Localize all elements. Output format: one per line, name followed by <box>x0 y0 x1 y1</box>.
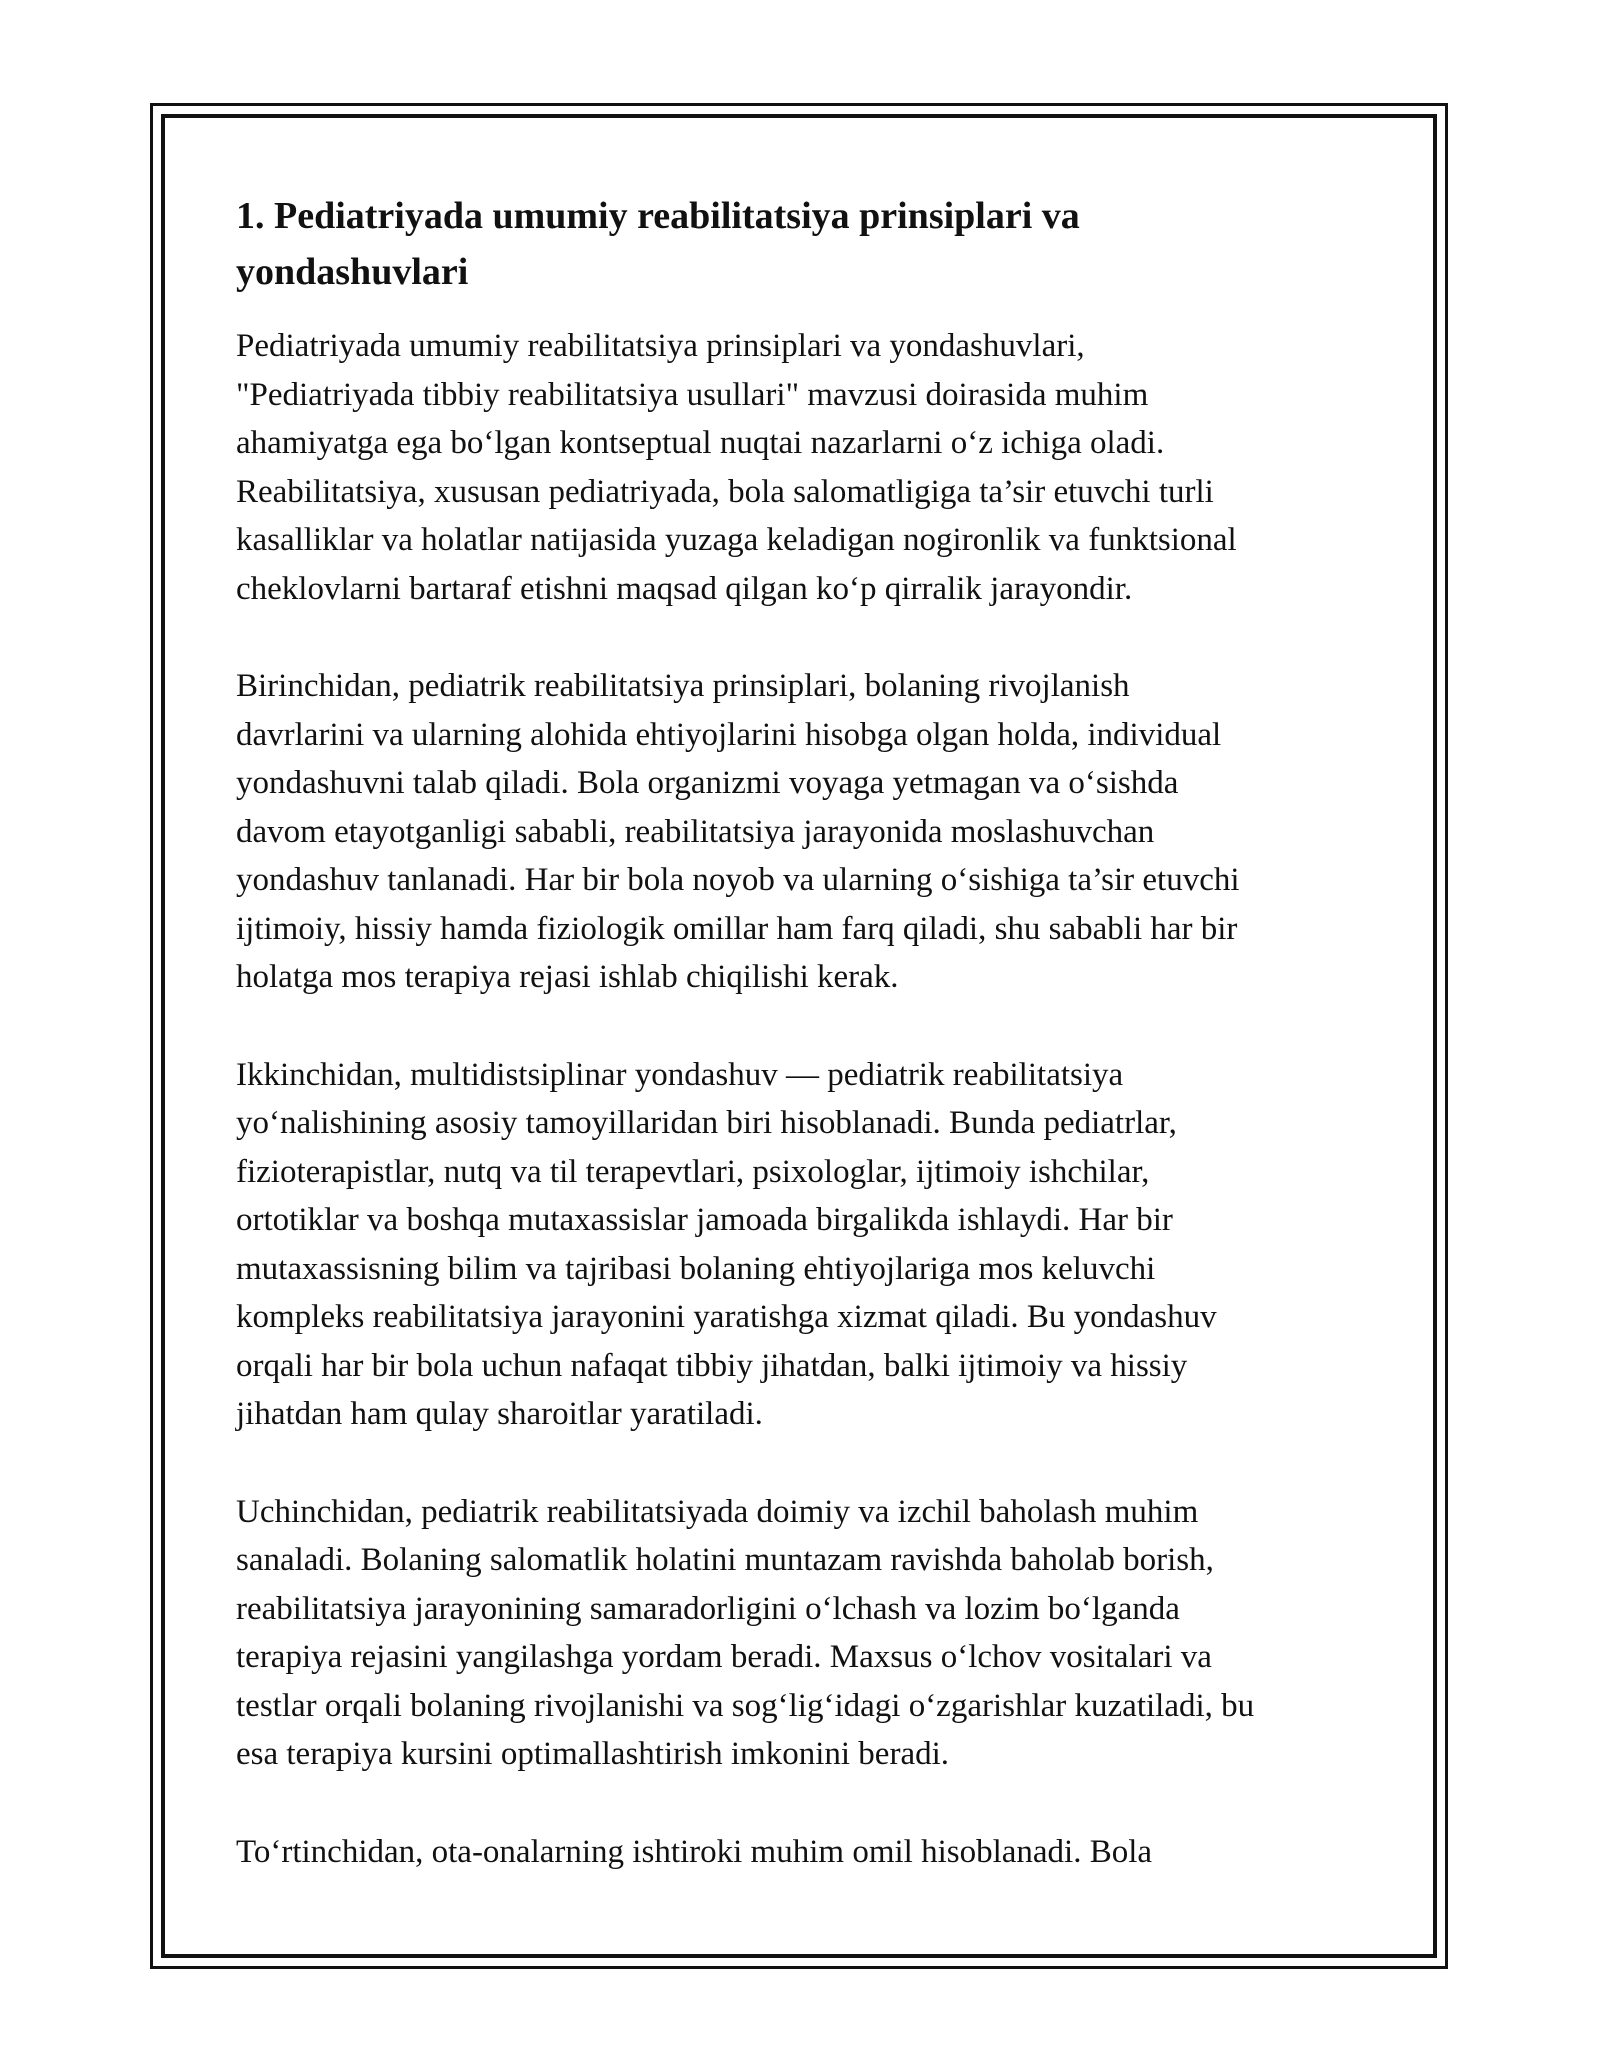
text-line: terapiya rejasini yangilashga yordam beradi. Maxsus o‘lchov vositalari va <box>236 1639 1212 1675</box>
document-body <box>236 188 1366 1876</box>
paragraph-intro <box>236 322 1366 613</box>
text-line: ahamiyatga ega bo‘lgan kontseptual nuqtai nazarlarni o‘z ichiga oladi. <box>236 425 1165 461</box>
text-line: cheklovlarni bartaraf etishni maqsad qilgan ko‘p qirralik jarayondir. <box>236 570 1133 607</box>
section-heading <box>236 188 1366 300</box>
text-line: To‘rtinchidan, ota-onalarning ishtiroki muhim omil hisoblanadi. Bola <box>236 1833 1153 1870</box>
text-line: ortotiklar va boshqa mutaxassislar jamoada birgalikda ishlaydi. Har bir <box>236 1202 1173 1238</box>
text-line: fizioterapistlar, nutq va til terapevtlari, psixologlar, ijtimoiy ishchilar, <box>236 1153 1150 1190</box>
text-line: davom etayotganligi sababli, reabilitatsiya jarayonida moslashuvchan <box>236 813 1155 850</box>
text-line: davrlarini va ularning alohida ehtiyojlarini hisobga olgan holda, individual <box>236 716 1222 753</box>
text-line: mutaxassisning bilim va tajribasi bolaning ehtiyojlariga mos keluvchi <box>236 1250 1156 1287</box>
text-line: yo‘nalishining asosiy tamoyillaridan biri hisoblanadi. Bunda pediatrlar, <box>236 1105 1177 1141</box>
paragraph-first <box>236 662 1366 1002</box>
text-line: Reabilitatsiya, xususan pediatriyada, bola salomatligiga ta’sir etuvchi turli <box>236 473 1214 510</box>
text-line: testlar orqali bolaning rivojlanishi va sog‘lig‘idagi o‘zgarishlar kuzatiladi, bu <box>236 1687 1255 1724</box>
text-line: orqali har bir bola uchun nafaqat tibbiy jihatdan, balki ijtimoiy va hissiy <box>236 1347 1188 1384</box>
text-line: reabilitatsiya jarayonining samaradorligini o‘lchash va lozim bo‘lganda <box>236 1590 1180 1627</box>
heading-line: yondashuvlari <box>236 251 469 293</box>
text-line: yondashuvni talab qiladi. Bola organizmi voyaga yetmagan va o‘sishda <box>236 765 1179 801</box>
text-line: Uchinchidan, pediatrik reabilitatsiyada doimiy va izchil baholash muhim <box>236 1493 1199 1530</box>
text-line: Pediatriyada umumiy reabilitatsiya prinsiplari va yondashuvlari, <box>236 328 1085 364</box>
text-line: Ikkinchidan, multidistsiplinar yondashuv — pediatrik reabilitatsiya <box>236 1056 1124 1093</box>
text-line: kasalliklar va holatlar natijasida yuzaga keladigan nogironlik va funktsional <box>236 522 1237 558</box>
text-line: kompleks reabilitatsiya jarayonini yaratishga xizmat qiladi. Bu yondashuv <box>236 1299 1217 1335</box>
text-line: "Pediatriyada tibbiy reabilitatsiya usullari" mavzusi doirasida muhim <box>236 376 1149 413</box>
paragraph-fourth <box>236 1828 1366 1877</box>
text-line: yondashuv tanlanadi. Har bir bola noyob va ularning o‘sishiga ta’sir etuvchi <box>236 862 1240 898</box>
text-line: sanaladi. Bolaning salomatlik holatini muntazam ravishda baholab borish, <box>236 1542 1214 1578</box>
text-line: ijtimoiy, hissiy hamda fiziologik omillar ham farq qiladi, shu sababli har bir <box>236 910 1238 947</box>
text-line: Birinchidan, pediatrik reabilitatsiya prinsiplari, bolaning rivojlanish <box>236 668 1130 704</box>
text-line: holatga mos terapiya rejasi ishlab chiqilishi kerak. <box>236 959 899 995</box>
paragraph-third <box>236 1488 1366 1779</box>
paragraph-second <box>236 1051 1366 1439</box>
heading-line: 1. Pediatriyada umumiy reabilitatsiya prinsiplari va <box>236 195 1080 237</box>
text-line: esa terapiya kursini optimallashtirish imkonini beradi. <box>236 1736 950 1772</box>
text-line: jihatdan ham qulay sharoitlar yaratiladi. <box>236 1396 763 1432</box>
